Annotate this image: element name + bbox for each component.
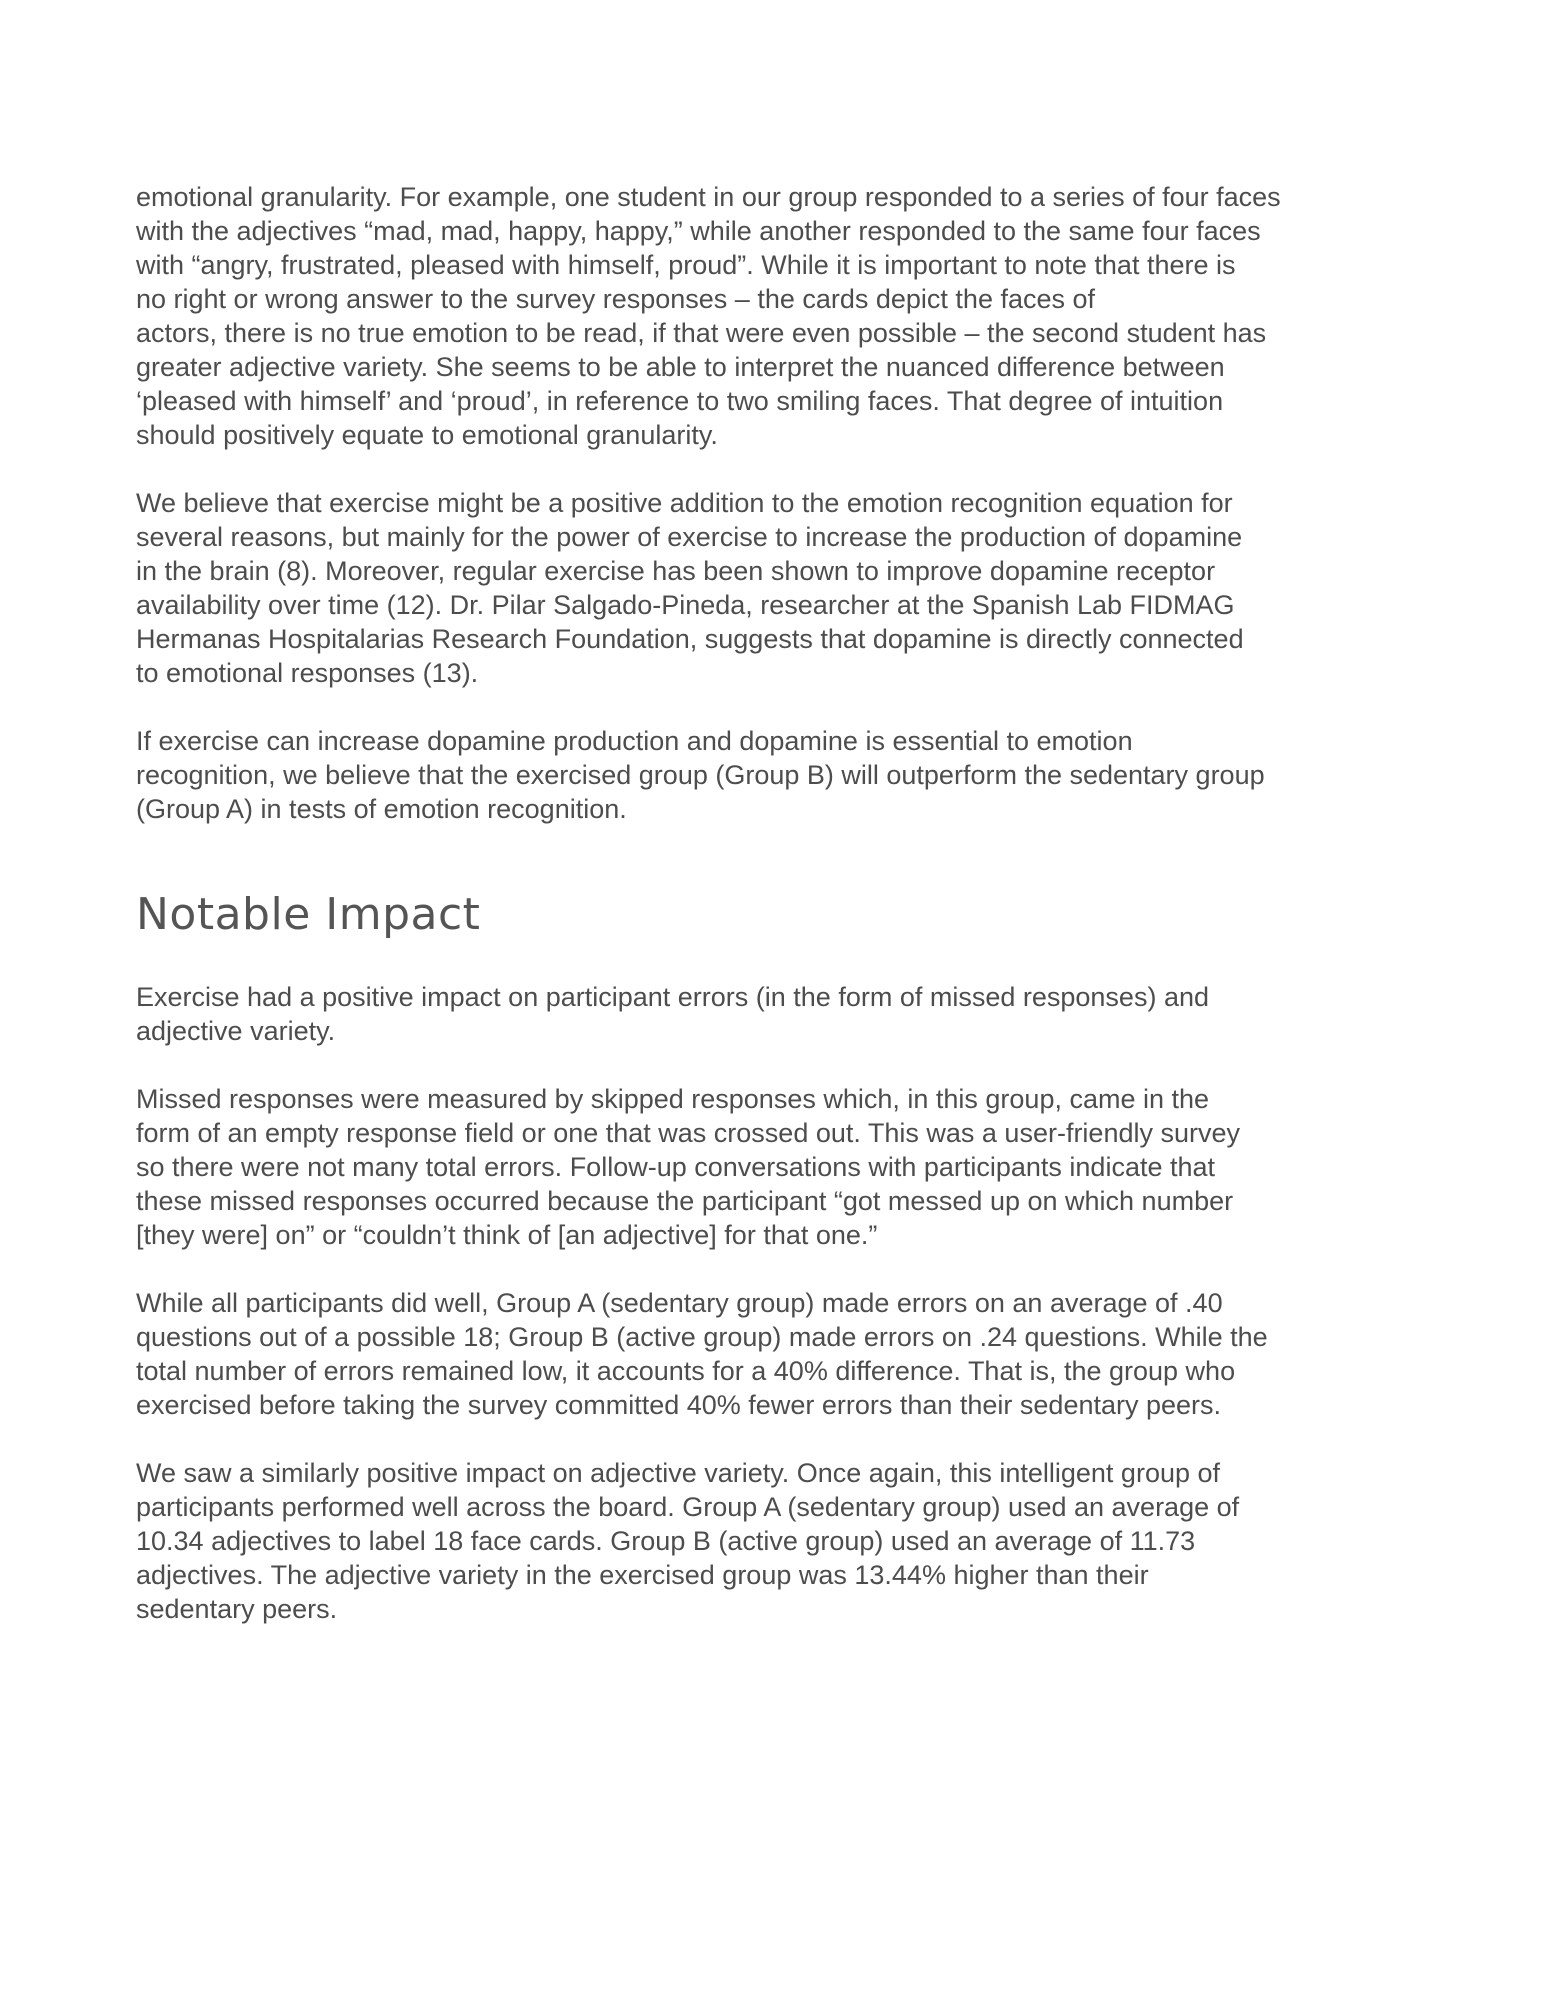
text-line: Hermanas Hospitalarias Research Foundation, suggests that dopamine is directly connected (136, 624, 1244, 654)
paragraph-prediction (136, 724, 1426, 826)
text-line: no right or wrong answer to the survey responses – the cards depict the faces of (136, 284, 1096, 314)
text-line: participants performed well across the board. Group A (sedentary group) used an average of (136, 1492, 1240, 1522)
text-line: in the brain (8). Moreover, regular exercise has been shown to improve dopamine receptor (136, 556, 1216, 586)
text-line: We believe that exercise might be a positive addition to the emotion recognition equation for (136, 488, 1233, 518)
text-line: with “angry, frustrated, pleased with himself, proud”. While it is important to note that there is (136, 250, 1236, 280)
text-line: While all participants did well, Group A (sedentary group) made errors on an average of .40 (136, 1288, 1223, 1318)
text-line: these missed responses occurred because the participant “got messed up on which number (136, 1186, 1234, 1216)
section-spacer (136, 940, 1426, 980)
text-line: Missed responses were measured by skipped responses which, in this group, came in the (136, 1084, 1210, 1114)
paragraph-spacer (136, 1422, 1426, 1456)
text-line: [they were] on” or “couldn’t think of [an adjective] for that one.” (136, 1220, 878, 1250)
text-line: emotional granularity. For example, one student in our group responded to a series of four faces (136, 182, 1281, 212)
text-line: availability over time (12). Dr. Pilar Salgado-Pineda, researcher at the Spanish Lab FIDMAG (136, 590, 1235, 620)
text-line: adjective variety. (136, 1016, 336, 1046)
text-line: to emotional responses (13). (136, 658, 479, 688)
text-line: with the adjectives “mad, mad, happy, happy,” while another responded to the same four faces (136, 216, 1261, 246)
text-line: several reasons, but mainly for the power of exercise to increase the production of dopamine (136, 522, 1243, 552)
paragraph-missed-responses (136, 1082, 1426, 1252)
text-line: 10.34 adjectives to label 18 face cards. Group B (active group) used an average of 11.73 (136, 1526, 1196, 1556)
section-spacer (136, 826, 1426, 890)
paragraph-spacer (136, 690, 1426, 724)
text-line: If exercise can increase dopamine production and dopamine is essential to emotion (136, 726, 1133, 756)
text-line: Exercise had a positive impact on participant errors (in the form of missed responses) and (136, 982, 1209, 1012)
text-line: total number of errors remained low, it accounts for a 40% difference. That is, the group who (136, 1356, 1236, 1386)
text-line: should positively equate to emotional granularity. (136, 420, 718, 450)
paragraph-impact-summary (136, 980, 1426, 1048)
text-line: actors, there is no true emotion to be read, if that were even possible – the second student has (136, 318, 1267, 348)
text-line: (Group A) in tests of emotion recognition. (136, 794, 627, 824)
text-line: greater adjective variety. She seems to be able to interpret the nuanced difference between (136, 352, 1225, 382)
text-line: ‘pleased with himself’ and ‘proud’, in reference to two smiling faces. That degree of intuition (136, 386, 1224, 416)
paragraph-spacer (136, 452, 1426, 486)
section-heading: Notable Impact (136, 889, 481, 940)
text-line: so there were not many total errors. Follow-up conversations with participants indicate that (136, 1152, 1216, 1182)
paragraph-adjective-variety (136, 1456, 1426, 1626)
text-line: adjectives. The adjective variety in the exercised group was 13.44% higher than their (136, 1560, 1149, 1590)
paragraph-error-rates (136, 1286, 1426, 1422)
document-page (136, 180, 1426, 1626)
text-line: questions out of a possible 18; Group B (active group) made errors on .24 questions. While the (136, 1322, 1268, 1352)
text-line: recognition, we believe that the exercised group (Group B) will outperform the sedentary group (136, 760, 1265, 790)
text-line: We saw a similarly positive impact on adjective variety. Once again, this intelligent group of (136, 1458, 1221, 1488)
text-line: form of an empty response field or one that was crossed out. This was a user-friendly survey (136, 1118, 1241, 1148)
text-line: sedentary peers. (136, 1594, 338, 1624)
paragraph-spacer (136, 1048, 1426, 1082)
paragraph-emotional-granularity (136, 180, 1426, 452)
paragraph-spacer (136, 1252, 1426, 1286)
text-line: exercised before taking the survey committed 40% fewer errors than their sedentary peers. (136, 1390, 1222, 1420)
paragraph-dopamine-hypothesis (136, 486, 1426, 690)
